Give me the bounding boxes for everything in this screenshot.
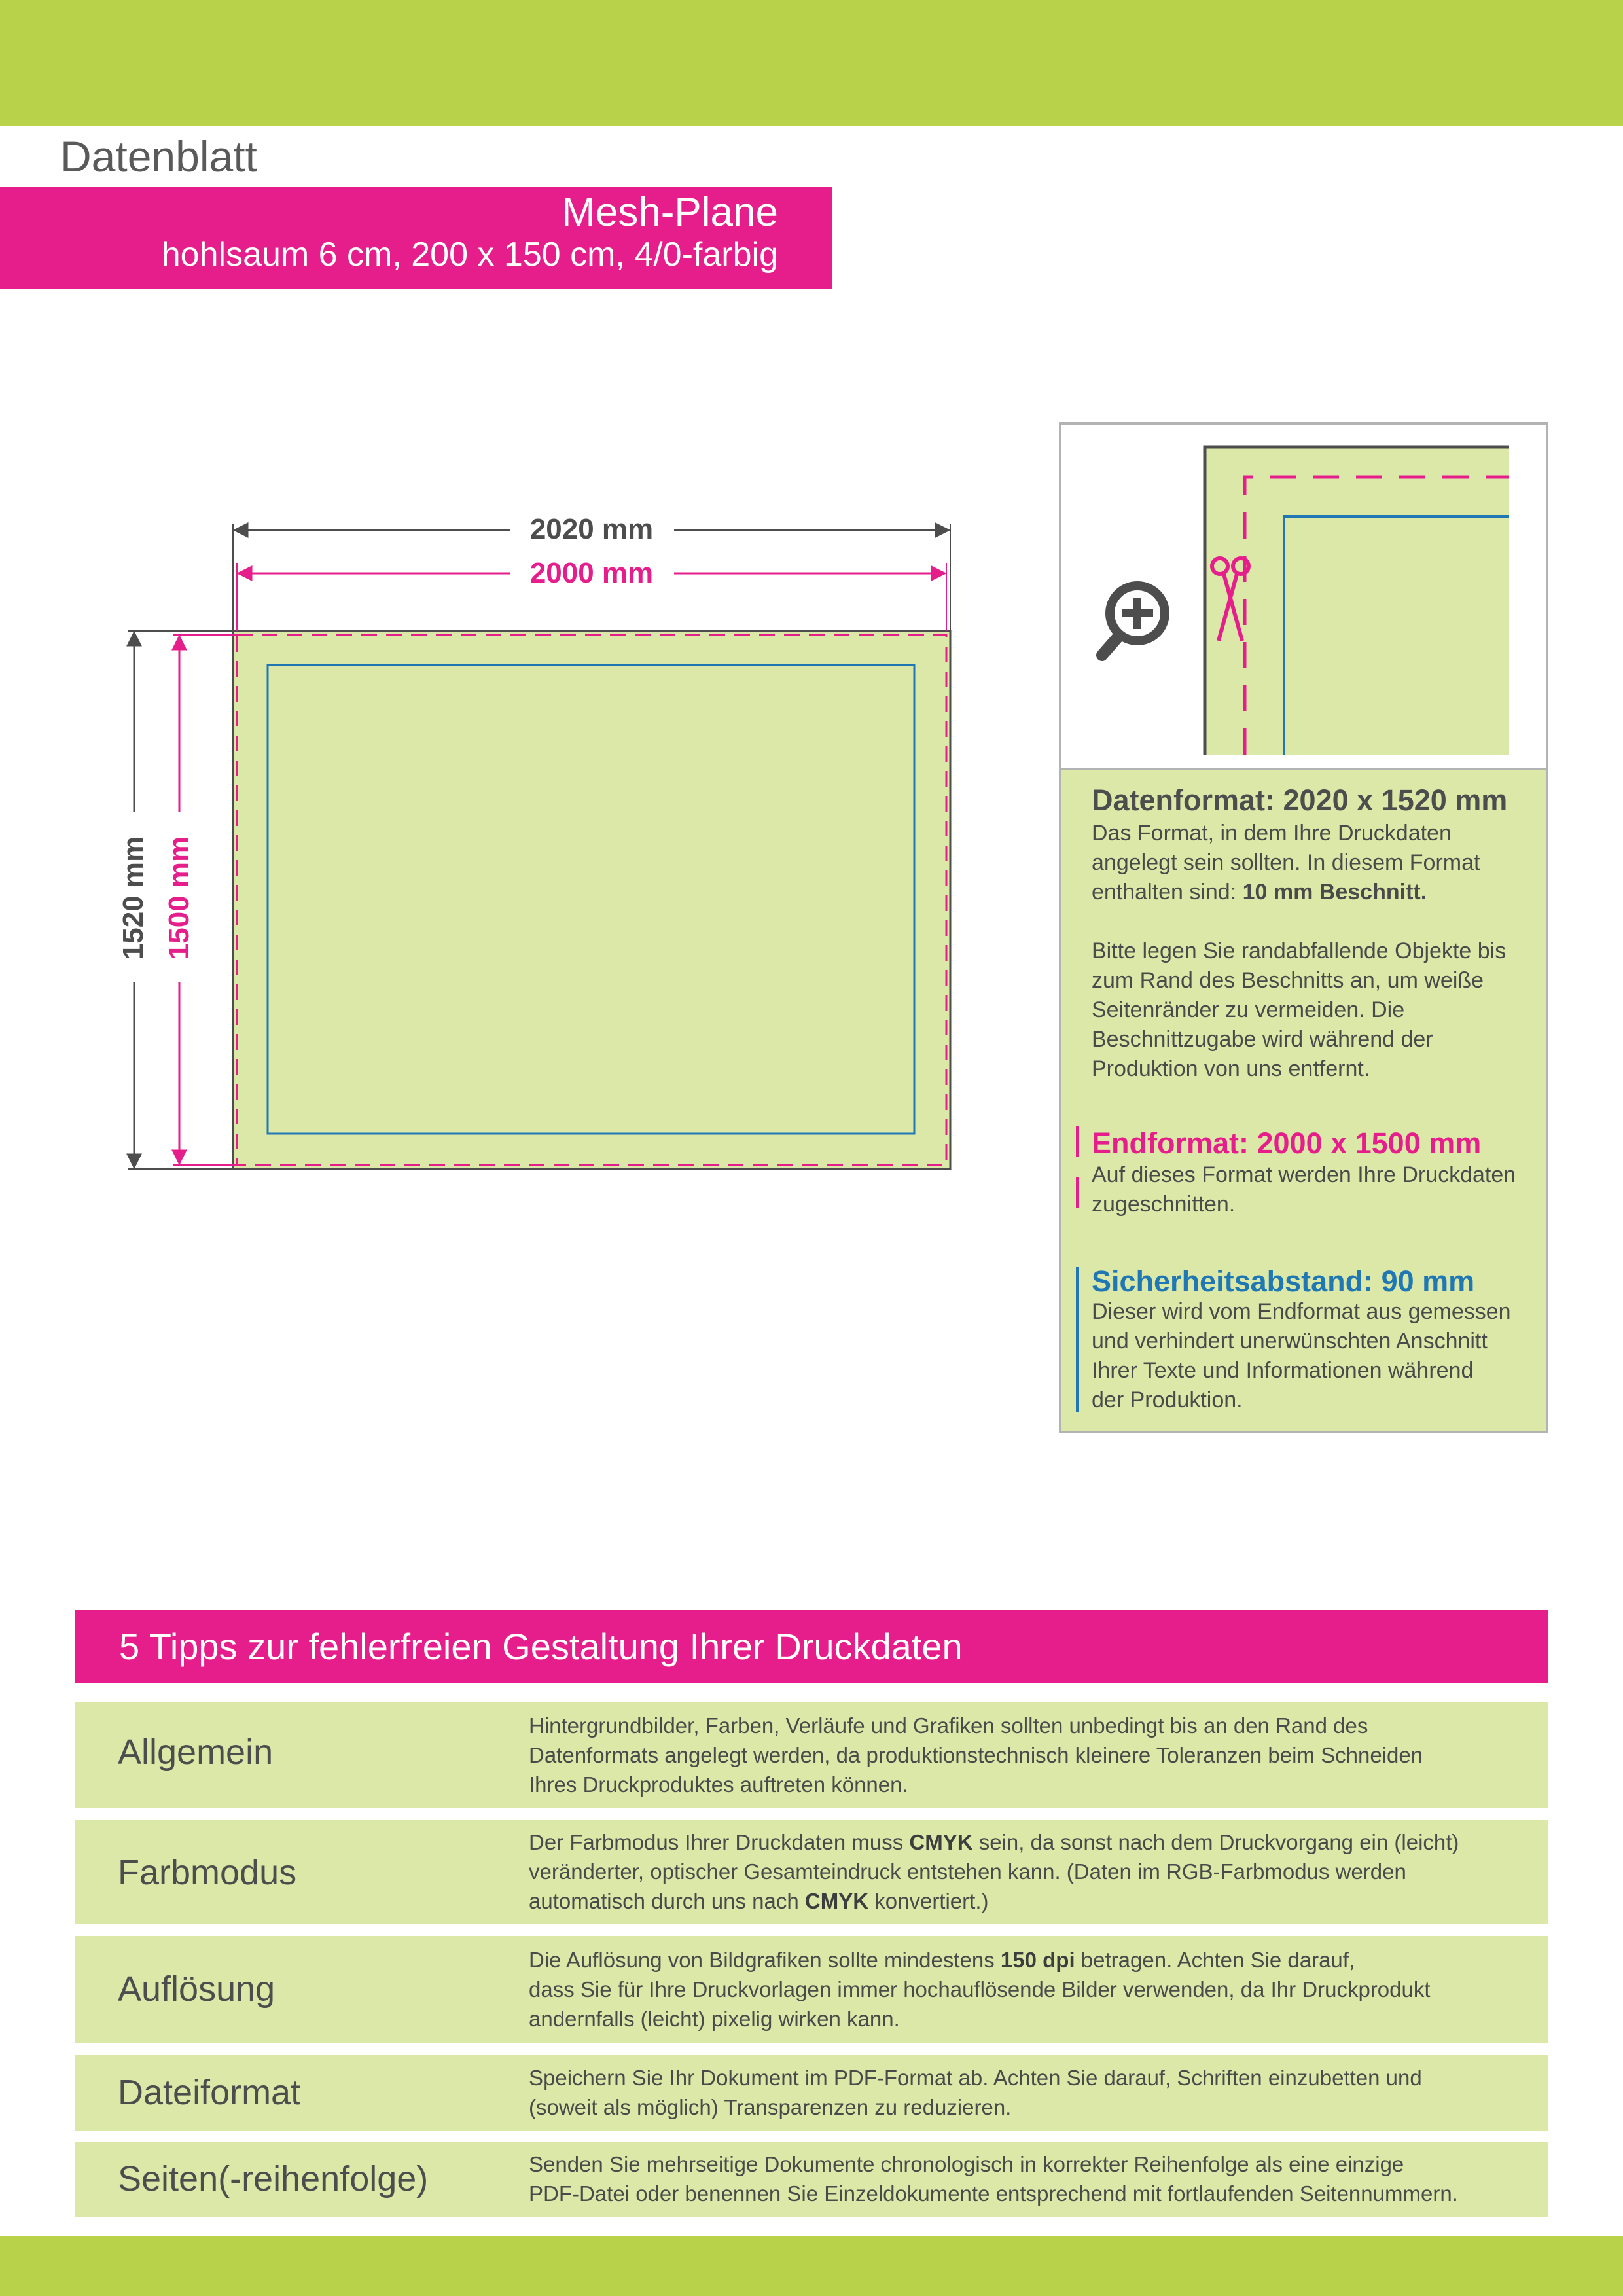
product-subtitle: hohlsaum 6 cm, 200 x 150 cm, 4/0-farbig	[161, 236, 778, 274]
endformat-line: Auf dieses Format werden Ihre Druckdaten	[1092, 1162, 1516, 1187]
dpi-emphasis: 150 dpi	[1000, 1948, 1075, 1972]
tip-label: Seiten(-reihenfolge)	[118, 2159, 429, 2198]
tip-line: Hintergrundbilder, Farben, Verläufe und Grafiken sollten unbedingt bis an den Rand des	[529, 1713, 1368, 1738]
tip-label: Farbmodus	[118, 1853, 297, 1892]
product-title-box	[0, 187, 832, 289]
tip-line: PDF-Datei oder benennen Sie Einzeldokumente entsprechend mit fortlaufenden Seitennummern.	[529, 2181, 1458, 2206]
tip-line	[529, 1886, 1537, 1916]
endformat-text	[1092, 1160, 1543, 1219]
tips-header: 5 Tipps zur fehlerfreien Gestaltung Ihrer Druckdaten	[75, 1610, 1548, 1683]
datenformat-text-part: enthalten sind:	[1092, 880, 1243, 905]
format-info-box	[1059, 768, 1548, 1433]
datenformat-title: Datenformat: 2020 x 1520 mm	[1092, 783, 1508, 817]
bottom-green-band	[0, 2236, 1623, 2296]
tip-text-part: automatisch durch uns nach	[529, 1889, 805, 1913]
sicherheit-text	[1092, 1297, 1543, 1415]
datenformat-line	[1092, 878, 1543, 907]
final-height-label: 1500 mm	[163, 836, 195, 960]
data-width-label: 2020 mm	[529, 513, 654, 545]
tip-row-dateiformat	[75, 2055, 1548, 2131]
tip-line: dass Sie für Ihre Druckvorlagen immer hochauflösende Bilder verwenden, da Ihr Druckprodukt	[529, 1977, 1431, 2001]
sicherheit-line: Dieser wird vom Endformat aus gemessen	[1092, 1299, 1511, 1324]
tip-label: Auflösung	[118, 1969, 276, 2009]
final-width-label: 2000 mm	[529, 557, 654, 589]
datenformat-line: angelegt sein sollten. In diesem Format	[1092, 850, 1480, 875]
tip-row-allgemein	[75, 1702, 1548, 1808]
top-green-band	[0, 0, 1623, 126]
tip-line: Ihres Druckproduktes auftreten können.	[529, 1772, 908, 1797]
data-height-label: 1520 mm	[117, 836, 149, 960]
tip-text-part: Der Farbmodus Ihrer Druckdaten muss	[529, 1830, 910, 1854]
datenformat-line: Das Format, in dem Ihre Druckdaten	[1092, 821, 1452, 846]
endformat-marker	[1076, 1177, 1079, 1208]
datenformat-line: zum Rand des Beschnitts an, um weiße	[1092, 968, 1484, 993]
datenformat-line: Bitte legen Sie randabfallende Objekte bis	[1092, 939, 1507, 963]
tip-row-aufloesung	[75, 1936, 1548, 2043]
sicherheit-line: und verhindert unerwünschten Anschnitt	[1092, 1329, 1488, 1354]
tip-row-farbmodus	[75, 1820, 1548, 1924]
datenformat-line: Seitenränder zu vermeiden. Die	[1092, 997, 1405, 1022]
format-diagram	[105, 497, 969, 1191]
data-format-area	[233, 631, 950, 1169]
product-title: Mesh-Plane	[562, 190, 778, 235]
tip-line	[529, 1827, 1537, 1857]
endformat-line: zugeschnitten.	[1092, 1192, 1236, 1217]
tip-line: Datenformats angelegt werden, da produktionstechnisch kleinere Toleranzen beim Schneiden	[529, 1743, 1423, 1767]
tip-line: andernfalls (leicht) pixelig wirken kann.	[529, 2007, 900, 2031]
tip-text	[529, 1945, 1537, 2034]
tip-line: Speichern Sie Ihr Dokument im PDF-Format ab. Achten Sie darauf, Schriften einzubetten und	[529, 2066, 1422, 2090]
tip-line: veränderter, optischer Gesamteindruck entstehen kann. (Daten im RGB-Farbmodus werden	[529, 1859, 1406, 1884]
zoom-in-icon	[1102, 586, 1165, 655]
sicherheit-title: Sicherheitsabstand: 90 mm	[1092, 1265, 1475, 1298]
sicherheit-marker	[1076, 1267, 1079, 1412]
tip-text-part: Die Auflösung von Bildgrafiken sollte mindestens	[529, 1948, 1001, 1972]
sicherheit-line: der Produktion.	[1092, 1388, 1243, 1412]
datenformat-text	[1092, 819, 1543, 1084]
tip-text-part: betragen. Achten Sie darauf,	[1075, 1948, 1355, 1972]
zoom-detail-box	[1059, 422, 1548, 770]
tip-label: Allgemein	[118, 1732, 274, 1772]
cmyk-emphasis: CMYK	[804, 1889, 869, 1913]
tip-text	[529, 1827, 1537, 1916]
tip-text-part: sein, da sonst nach dem Druckvorgang ein (leicht)	[972, 1830, 1459, 1854]
cmyk-emphasis: CMYK	[909, 1830, 973, 1854]
tip-text	[529, 1711, 1537, 1799]
tip-line: (soweit als möglich) Transparenzen zu reduzieren.	[529, 2095, 1012, 2119]
tip-line: Senden Sie mehrseitige Dokumente chronologisch in korrekter Reihenfolge als eine einzige	[529, 2152, 1404, 2176]
endformat-title: Endformat: 2000 x 1500 mm	[1092, 1126, 1482, 1160]
tip-text	[529, 2149, 1537, 2208]
tip-row-seiten	[75, 2142, 1548, 2217]
zoom-detail-graphic	[1061, 425, 1546, 770]
beschnitt-emphasis: 10 mm Beschnitt.	[1242, 880, 1427, 905]
datenformat-line: Beschnittzugabe wird während der	[1092, 1027, 1433, 1052]
tip-text	[529, 2063, 1537, 2122]
datenformat-line: Produktion von uns entfernt.	[1092, 1056, 1370, 1081]
doc-label: Datenblatt	[0, 126, 325, 187]
tip-label: Dateiformat	[118, 2073, 301, 2112]
tip-text-part: konvertiert.)	[868, 1889, 989, 1913]
sicherheit-line: Ihrer Texte und Informationen während	[1092, 1358, 1474, 1383]
tip-line	[529, 1945, 1537, 1975]
endformat-marker	[1076, 1126, 1079, 1157]
